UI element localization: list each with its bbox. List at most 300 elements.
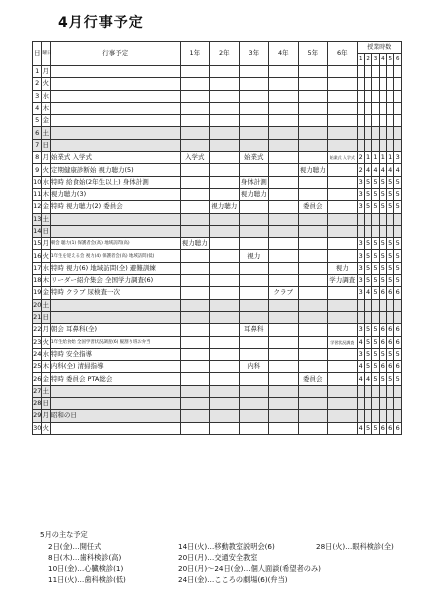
- schedule-row: [33, 299, 402, 311]
- row-grade-cell: [269, 311, 299, 323]
- row-grade-cell: [269, 78, 299, 90]
- row-grade-cell: [298, 311, 328, 323]
- row-hours-cell: [379, 90, 386, 102]
- row-hours-cell: [394, 299, 402, 311]
- row-weekday: 日: [42, 311, 50, 323]
- row-weekday: 木: [42, 188, 50, 200]
- row-grade-cell: [328, 385, 358, 397]
- header-grade: 2年: [210, 42, 240, 66]
- row-event: 視力聴力(3): [50, 188, 180, 200]
- row-hours-cell: 5: [372, 287, 379, 299]
- row-hours-cell: [387, 66, 394, 78]
- row-event: 特時 クラブ 尿検査一次: [50, 287, 180, 299]
- row-weekday: 月: [42, 238, 50, 250]
- row-grade-cell: [210, 139, 240, 151]
- row-hours-cell: [387, 127, 394, 139]
- row-grade-cell: [328, 201, 358, 213]
- row-grade-cell: [210, 176, 240, 188]
- row-hours-cell: 6: [394, 287, 402, 299]
- row-grade-cell: 視力: [328, 262, 358, 274]
- row-grade-cell: [239, 90, 269, 102]
- row-hours-cell: [387, 213, 394, 225]
- row-hours-cell: 1: [387, 152, 394, 164]
- header-hour-grade: 1: [357, 54, 364, 66]
- row-hours-cell: 5: [372, 176, 379, 188]
- note-item: 11日(火)…歯科検診(低): [48, 575, 126, 584]
- note-item: 28日(火)…眼科検診(全): [316, 542, 394, 551]
- row-hours-cell: [379, 299, 386, 311]
- row-grade-cell: [298, 139, 328, 151]
- row-hours-cell: 1: [379, 152, 386, 164]
- next-month-notes: [40, 530, 420, 610]
- row-event: [50, 90, 180, 102]
- row-grade-cell: [239, 225, 269, 237]
- row-grade-cell: [298, 238, 328, 250]
- row-hours-cell: [394, 66, 402, 78]
- row-hours-cell: [372, 213, 379, 225]
- row-grade-cell: [210, 213, 240, 225]
- row-hours-cell: [364, 385, 371, 397]
- row-weekday: 木: [42, 361, 50, 373]
- row-hours-cell: 1: [364, 152, 371, 164]
- row-hours-cell: [387, 385, 394, 397]
- schedule-row: [33, 78, 402, 90]
- row-grade-cell: [298, 422, 328, 434]
- row-grade-cell: [269, 213, 299, 225]
- row-hours-cell: [394, 398, 402, 410]
- row-hours-cell: [364, 90, 371, 102]
- schedule-row: [33, 385, 402, 397]
- row-weekday: 火: [42, 250, 50, 262]
- row-hours-cell: [364, 139, 371, 151]
- row-hours-cell: 5: [394, 373, 402, 385]
- row-grade-cell: [269, 90, 299, 102]
- row-hours-cell: [387, 311, 394, 323]
- row-day: 18: [33, 275, 42, 287]
- row-day: 4: [33, 102, 42, 114]
- row-grade-cell: [239, 66, 269, 78]
- schedule-row: [33, 127, 402, 139]
- header-grade: 3年: [239, 42, 269, 66]
- row-hours-cell: 5: [387, 262, 394, 274]
- row-hours-cell: 5: [364, 361, 371, 373]
- row-hours-cell: 5: [372, 188, 379, 200]
- row-grade-cell: [269, 410, 299, 422]
- row-grade-cell: [239, 102, 269, 114]
- row-grade-cell: [239, 238, 269, 250]
- row-hours-cell: 5: [364, 275, 371, 287]
- row-hours-cell: 5: [372, 348, 379, 360]
- row-grade-cell: [328, 90, 358, 102]
- row-event: [50, 213, 180, 225]
- row-day: 12: [33, 201, 42, 213]
- row-hours-cell: 5: [387, 348, 394, 360]
- schedule-row: [33, 422, 402, 434]
- row-grade-cell: [328, 66, 358, 78]
- row-hours-cell: [372, 102, 379, 114]
- schedule-row: [33, 164, 402, 176]
- row-grade-cell: [210, 373, 240, 385]
- row-grade-cell: [269, 164, 299, 176]
- row-hours-cell: [387, 115, 394, 127]
- row-hours-cell: [357, 66, 364, 78]
- row-event: [50, 225, 180, 237]
- row-grade-cell: [210, 299, 240, 311]
- row-grade-cell: [298, 66, 328, 78]
- row-grade-cell: [298, 78, 328, 90]
- row-hours-cell: 5: [364, 336, 371, 348]
- header-weekday: 曜日: [42, 42, 50, 66]
- row-grade-cell: [180, 385, 210, 397]
- row-grade-cell: [239, 348, 269, 360]
- row-hours-cell: [364, 78, 371, 90]
- row-event: 特時 委員会 PTA総会: [50, 373, 180, 385]
- page-title: 4月行事予定: [58, 15, 144, 31]
- row-grade-cell: [269, 115, 299, 127]
- row-grade-cell: [269, 373, 299, 385]
- row-hours-cell: 5: [394, 348, 402, 360]
- row-grade-cell: [180, 139, 210, 151]
- row-hours-cell: 5: [387, 250, 394, 262]
- row-weekday: 日: [42, 398, 50, 410]
- row-hours-cell: 5: [394, 188, 402, 200]
- row-hours-cell: [364, 127, 371, 139]
- row-grade-cell: [239, 262, 269, 274]
- row-grade-cell: [298, 348, 328, 360]
- row-grade-cell: [328, 299, 358, 311]
- row-hours-cell: [357, 398, 364, 410]
- row-hours-cell: 5: [387, 373, 394, 385]
- row-grade-cell: 学力調査: [328, 275, 358, 287]
- row-grade-cell: [210, 336, 240, 348]
- row-day: 27: [33, 385, 42, 397]
- row-hours-cell: 4: [364, 373, 371, 385]
- row-grade-cell: 視力聴力: [180, 238, 210, 250]
- row-grade-cell: [210, 250, 240, 262]
- row-hours-cell: 6: [394, 336, 402, 348]
- row-hours-cell: [394, 90, 402, 102]
- row-grade-cell: [269, 398, 299, 410]
- row-grade-cell: 内科: [239, 361, 269, 373]
- row-weekday: 金: [42, 201, 50, 213]
- row-day: 24: [33, 348, 42, 360]
- row-grade-cell: 視力聴力: [298, 164, 328, 176]
- row-grade-cell: [180, 373, 210, 385]
- row-event: 定期健康診断始 視力聴力(5): [50, 164, 180, 176]
- row-hours-cell: [357, 90, 364, 102]
- row-hours-cell: [357, 78, 364, 90]
- schedule-row: [33, 275, 402, 287]
- row-grade-cell: [180, 361, 210, 373]
- row-hours-cell: 4: [357, 336, 364, 348]
- row-grade-cell: [298, 152, 328, 164]
- row-grade-cell: [269, 385, 299, 397]
- row-grade-cell: [180, 250, 210, 262]
- row-hours-cell: [364, 410, 371, 422]
- header-grade: 4年: [269, 42, 299, 66]
- row-grade-cell: [180, 176, 210, 188]
- row-grade-cell: [269, 201, 299, 213]
- row-hours-cell: [372, 410, 379, 422]
- row-grade-cell: [269, 225, 299, 237]
- row-grade-cell: [328, 127, 358, 139]
- row-hours-cell: [364, 398, 371, 410]
- row-grade-cell: 委員会: [298, 373, 328, 385]
- row-hours-cell: 5: [372, 275, 379, 287]
- row-hours-cell: 3: [357, 201, 364, 213]
- schedule-row: [33, 398, 402, 410]
- row-hours-cell: 6: [387, 336, 394, 348]
- row-event: [50, 311, 180, 323]
- row-hours-cell: [379, 115, 386, 127]
- row-hours-cell: 6: [379, 361, 386, 373]
- row-hours-cell: 5: [379, 201, 386, 213]
- row-day: 29: [33, 410, 42, 422]
- row-hours-cell: [372, 398, 379, 410]
- row-grade-cell: [210, 275, 240, 287]
- row-grade-cell: [269, 361, 299, 373]
- row-hours-cell: 6: [394, 361, 402, 373]
- row-grade-cell: [269, 127, 299, 139]
- row-hours-cell: 6: [394, 324, 402, 336]
- row-hours-cell: 3: [357, 250, 364, 262]
- row-grade-cell: [328, 115, 358, 127]
- row-grade-cell: [180, 102, 210, 114]
- row-event: [50, 422, 180, 434]
- row-grade-cell: [328, 238, 358, 250]
- row-day: 3: [33, 90, 42, 102]
- row-grade-cell: [298, 225, 328, 237]
- row-grade-cell: [328, 139, 358, 151]
- row-hours-cell: 2: [357, 152, 364, 164]
- schedule-row: [33, 90, 402, 102]
- row-hours-cell: 5: [372, 361, 379, 373]
- row-grade-cell: [298, 188, 328, 200]
- row-grade-cell: [180, 127, 210, 139]
- row-grade-cell: [298, 250, 328, 262]
- row-hours-cell: 5: [364, 324, 371, 336]
- row-grade-cell: [180, 78, 210, 90]
- row-grade-cell: 学習状況調査: [328, 336, 358, 348]
- schedule-row: [33, 348, 402, 360]
- row-grade-cell: [298, 127, 328, 139]
- row-hours-cell: [394, 115, 402, 127]
- row-grade-cell: 始業式: [239, 152, 269, 164]
- row-weekday: 木: [42, 275, 50, 287]
- row-hours-cell: 4: [364, 164, 371, 176]
- row-hours-cell: [372, 66, 379, 78]
- row-grade-cell: 視力聴力: [239, 188, 269, 200]
- row-day: 28: [33, 398, 42, 410]
- row-grade-cell: [180, 275, 210, 287]
- schedule-row: [33, 225, 402, 237]
- row-grade-cell: [210, 348, 240, 360]
- row-grade-cell: [269, 188, 299, 200]
- row-grade-cell: [328, 225, 358, 237]
- row-hours-cell: [372, 225, 379, 237]
- row-hours-cell: 3: [357, 262, 364, 274]
- row-grade-cell: [239, 201, 269, 213]
- row-grade-cell: [298, 410, 328, 422]
- row-weekday: 日: [42, 225, 50, 237]
- row-event: [50, 139, 180, 151]
- row-hours-cell: 5: [364, 250, 371, 262]
- row-hours-cell: [387, 90, 394, 102]
- row-hours-cell: 4: [387, 164, 394, 176]
- row-hours-cell: [394, 225, 402, 237]
- row-event: [50, 127, 180, 139]
- row-grade-cell: [269, 139, 299, 151]
- row-hours-cell: [379, 102, 386, 114]
- row-grade-cell: [269, 275, 299, 287]
- row-hours-cell: [394, 127, 402, 139]
- row-hours-cell: 5: [372, 238, 379, 250]
- row-grade-cell: [210, 422, 240, 434]
- row-hours-cell: 5: [379, 373, 386, 385]
- row-hours-cell: 5: [379, 262, 386, 274]
- row-event: [50, 398, 180, 410]
- row-grade-cell: [239, 78, 269, 90]
- row-event: [50, 66, 180, 78]
- row-event: 1年生給食始 全国学習状況調査(6) 縦割り班お弁当: [50, 336, 180, 348]
- row-event: 朝会 耳鼻科(全): [50, 324, 180, 336]
- row-hours-cell: [357, 115, 364, 127]
- schedule-row: [33, 373, 402, 385]
- row-hours-cell: [387, 299, 394, 311]
- row-hours-cell: [357, 102, 364, 114]
- row-grade-cell: [298, 299, 328, 311]
- header-event: 行事予定: [50, 42, 180, 66]
- row-grade-cell: [269, 336, 299, 348]
- header-hours: 授業時数: [357, 42, 401, 54]
- row-grade-cell: [180, 299, 210, 311]
- row-hours-cell: 3: [357, 348, 364, 360]
- row-grade-cell: [210, 164, 240, 176]
- row-day: 14: [33, 225, 42, 237]
- row-grade-cell: 入学式: [180, 152, 210, 164]
- row-grade-cell: [239, 287, 269, 299]
- row-grade-cell: [239, 422, 269, 434]
- row-grade-cell: [298, 102, 328, 114]
- row-grade-cell: [180, 90, 210, 102]
- schedule-row: [33, 115, 402, 127]
- row-grade-cell: [210, 311, 240, 323]
- header-hour-grade: 4: [379, 54, 386, 66]
- row-grade-cell: [328, 250, 358, 262]
- row-day: 30: [33, 422, 42, 434]
- row-day: 19: [33, 287, 42, 299]
- row-grade-cell: [180, 287, 210, 299]
- row-hours-cell: 5: [372, 324, 379, 336]
- row-hours-cell: [379, 139, 386, 151]
- row-grade-cell: [239, 311, 269, 323]
- row-hours-cell: [364, 102, 371, 114]
- row-hours-cell: [394, 139, 402, 151]
- row-grade-cell: [210, 385, 240, 397]
- row-grade-cell: [269, 324, 299, 336]
- row-hours-cell: [357, 410, 364, 422]
- row-hours-cell: [379, 127, 386, 139]
- row-grade-cell: [210, 398, 240, 410]
- row-grade-cell: [328, 422, 358, 434]
- row-weekday: 月: [42, 324, 50, 336]
- row-hours-cell: 4: [379, 164, 386, 176]
- row-day: 26: [33, 373, 42, 385]
- row-hours-cell: 6: [379, 336, 386, 348]
- row-hours-cell: 5: [379, 188, 386, 200]
- row-hours-cell: 5: [372, 262, 379, 274]
- row-grade-cell: [239, 336, 269, 348]
- row-grade-cell: [210, 410, 240, 422]
- row-hours-cell: 4: [357, 361, 364, 373]
- row-hours-cell: 5: [364, 422, 371, 434]
- schedule-row: [33, 287, 402, 299]
- row-hours-cell: [364, 299, 371, 311]
- row-hours-cell: [379, 78, 386, 90]
- row-day: 9: [33, 164, 42, 176]
- row-grade-cell: [269, 176, 299, 188]
- row-grade-cell: [239, 164, 269, 176]
- row-grade-cell: [180, 201, 210, 213]
- row-hours-cell: [387, 102, 394, 114]
- schedule-row: [33, 152, 402, 164]
- row-hours-cell: 5: [364, 262, 371, 274]
- row-grade-cell: [298, 385, 328, 397]
- row-hours-cell: 5: [387, 201, 394, 213]
- row-hours-cell: [357, 311, 364, 323]
- row-day: 15: [33, 238, 42, 250]
- row-hours-cell: 5: [394, 201, 402, 213]
- row-hours-cell: 5: [372, 250, 379, 262]
- row-weekday: 月: [42, 410, 50, 422]
- row-hours-cell: 5: [372, 201, 379, 213]
- row-hours-cell: [394, 311, 402, 323]
- row-grade-cell: 身体計測: [239, 176, 269, 188]
- row-hours-cell: 5: [364, 238, 371, 250]
- row-hours-cell: 6: [394, 422, 402, 434]
- schedule-row: [33, 361, 402, 373]
- row-grade-cell: [210, 102, 240, 114]
- schedule-row: [33, 201, 402, 213]
- row-grade-cell: [328, 361, 358, 373]
- row-weekday: 水: [42, 262, 50, 274]
- row-hours-cell: 5: [387, 176, 394, 188]
- row-grade-cell: [210, 90, 240, 102]
- row-hours-cell: 6: [379, 287, 386, 299]
- row-hours-cell: [372, 385, 379, 397]
- schedule-row: [33, 139, 402, 151]
- row-hours-cell: 5: [387, 238, 394, 250]
- row-grade-cell: 始業式 入学式: [328, 152, 358, 164]
- row-day: 1: [33, 66, 42, 78]
- row-grade-cell: [210, 78, 240, 90]
- row-grade-cell: クラブ: [269, 287, 299, 299]
- row-grade-cell: [328, 373, 358, 385]
- row-weekday: 土: [42, 213, 50, 225]
- row-hours-cell: [364, 225, 371, 237]
- row-grade-cell: [180, 213, 210, 225]
- row-grade-cell: [180, 398, 210, 410]
- row-weekday: 金: [42, 115, 50, 127]
- note-item: 8日(木)…歯科検診(高): [48, 553, 122, 562]
- row-hours-cell: [387, 398, 394, 410]
- row-grade-cell: [180, 324, 210, 336]
- row-event: [50, 385, 180, 397]
- row-hours-cell: 3: [357, 324, 364, 336]
- header-hour-grade: 5: [387, 54, 394, 66]
- row-grade-cell: [239, 410, 269, 422]
- row-hours-cell: 5: [387, 188, 394, 200]
